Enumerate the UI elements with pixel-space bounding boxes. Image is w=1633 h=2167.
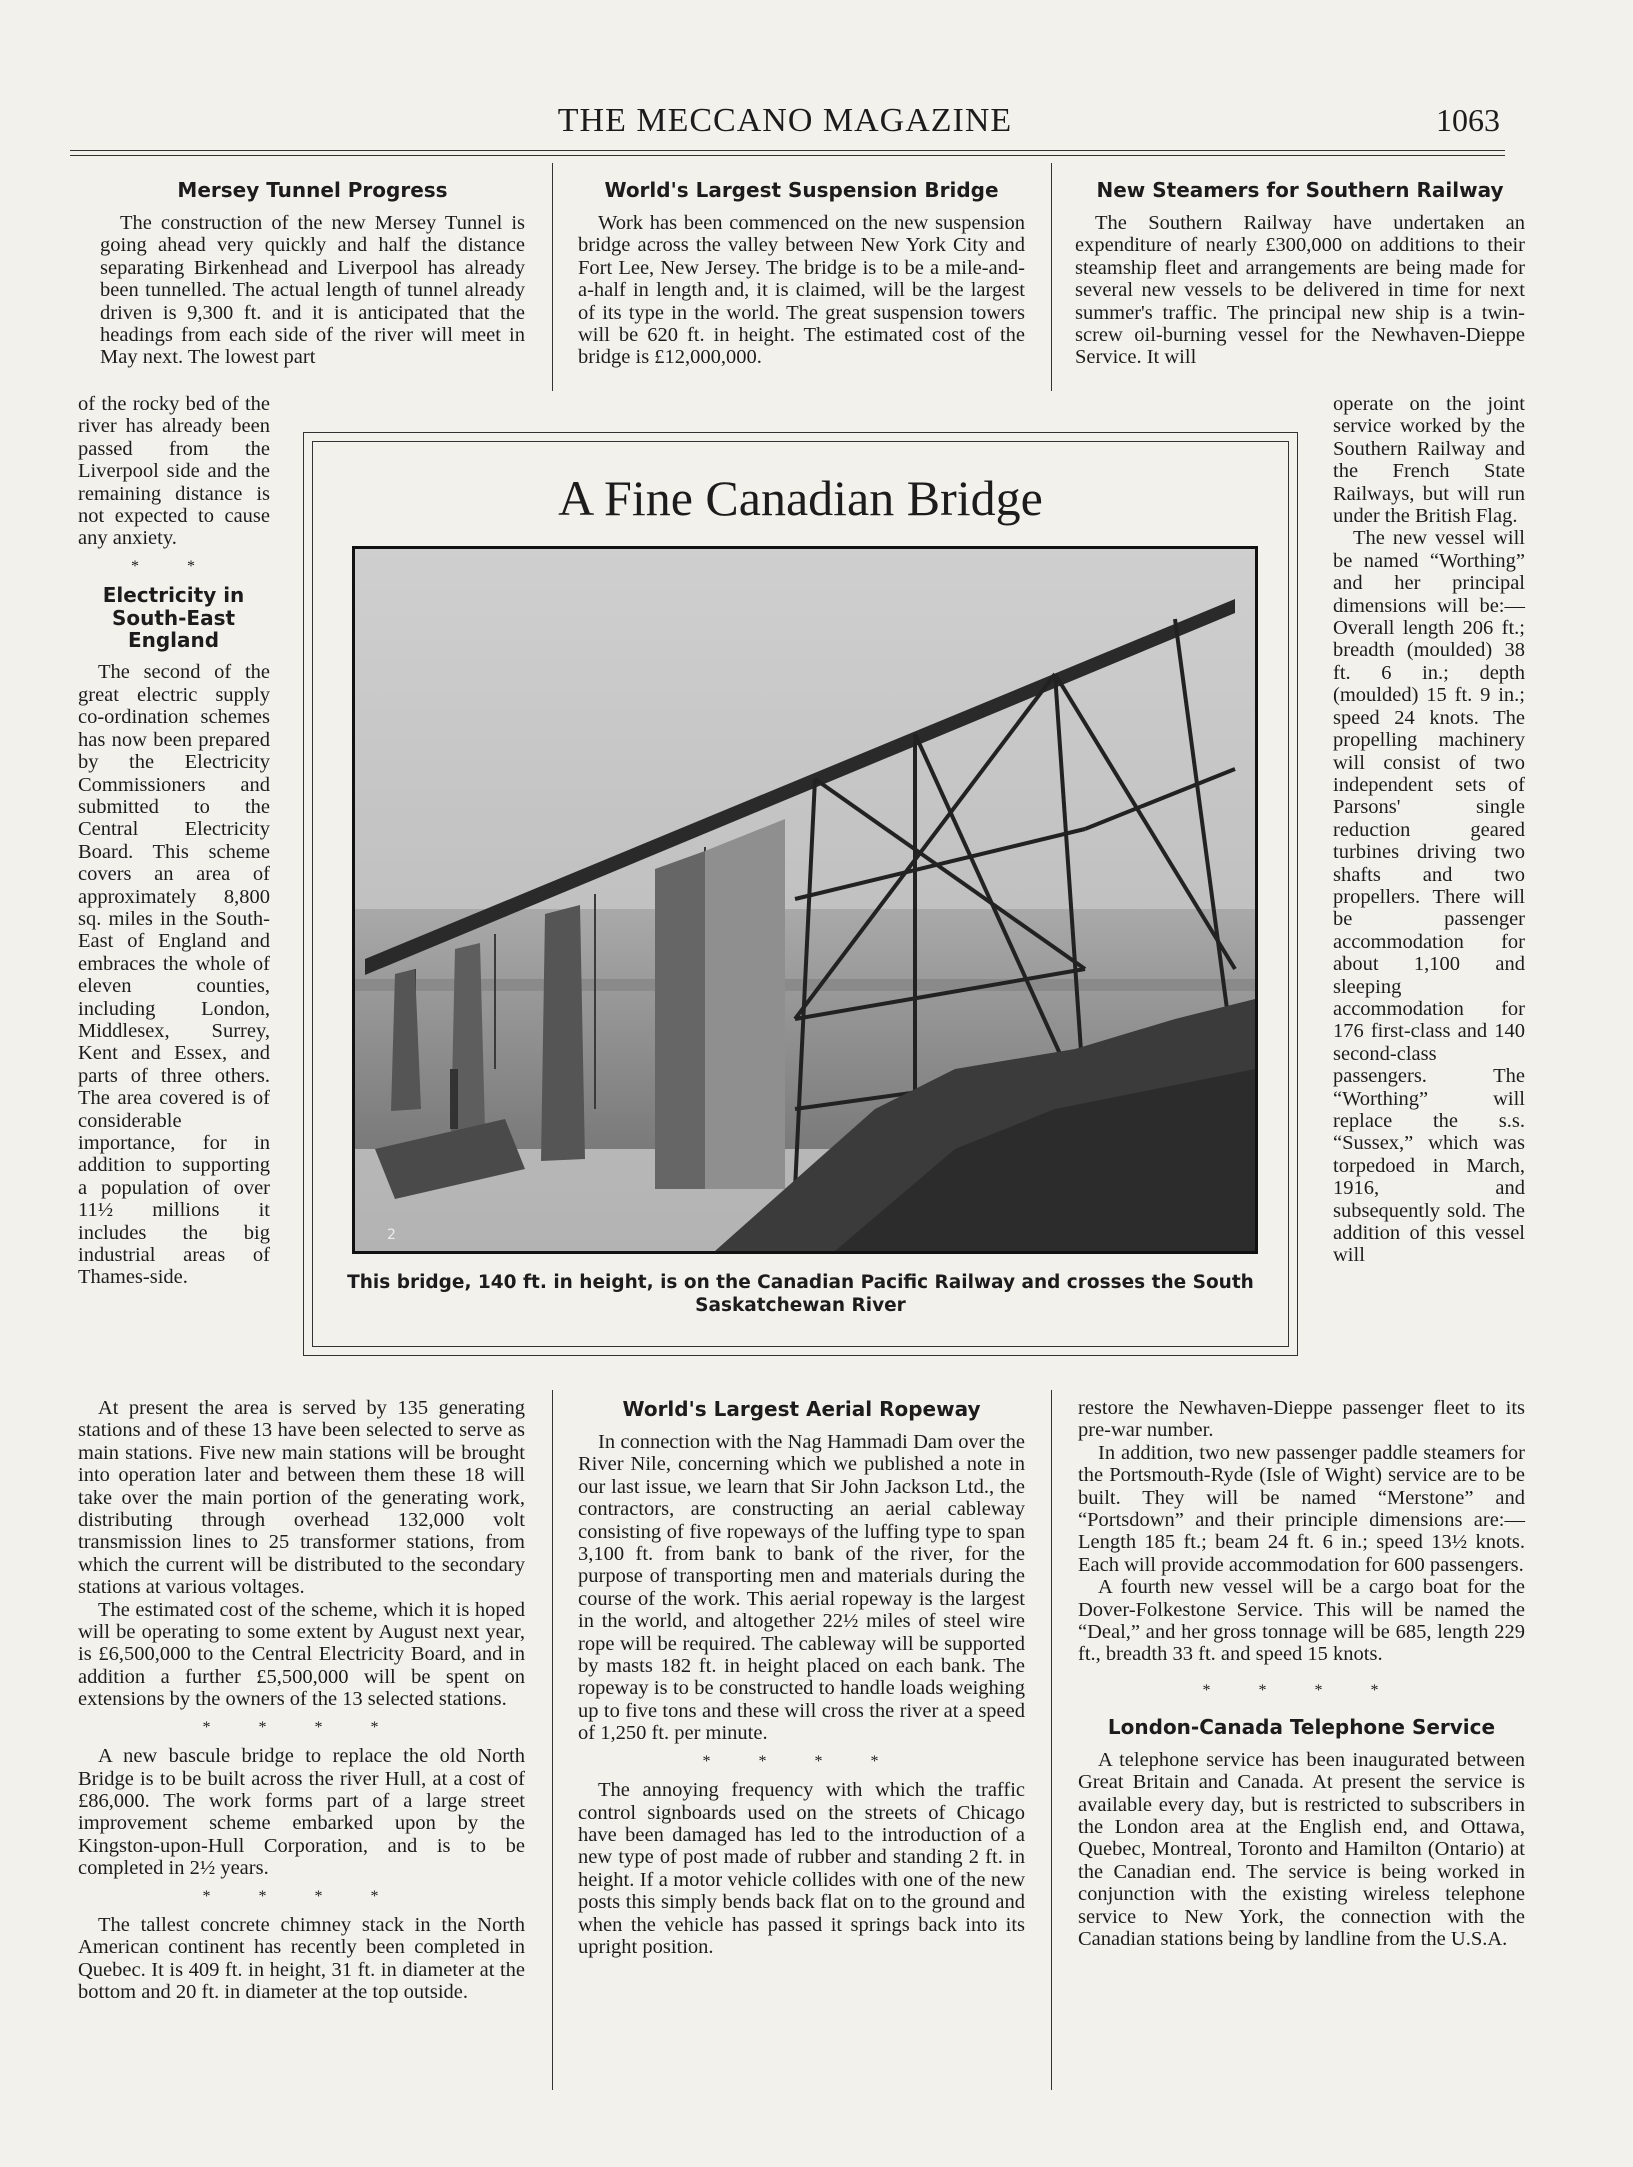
page-number: 1063 (1436, 102, 1500, 138)
bridge-photo-image (355, 549, 1255, 1251)
article-paragraph: In addition, two new passenger paddle steamers for the Portsmouth-Ryde (Isle of Wight) service are to be built. They will be named “Merstone” and “Portsdown” and their principle dimensions are:—Length 185 ft.; beam 24 ft. 6 in.; speed 13½ knots. Each will provide accommodation for 600 passengers. (1078, 1441, 1525, 1576)
separator-stars: * * * * (1202, 1681, 1401, 1699)
article-heading: London-Canada Telephone Service (1107, 1715, 1496, 1740)
article-electricity-cont (78, 1397, 525, 2004)
article-mersey-tunnel-cont (78, 393, 270, 1289)
article-mersey-tunnel (100, 178, 525, 369)
article-southern-steamers-end (1078, 1397, 1525, 1950)
separator-stars: * * * * (202, 1887, 401, 1905)
photo-number-label: 2 (387, 1227, 396, 1243)
article-paragraph: The Southern Railway have undertaken an expenditure of nearly £300,000 on additions to their steamship fleet and arrangements are being made for several new vessels to be delivered in time for next summer's traffic. The principal new ship is a twin-screw oil-burning vessel for the Newhaven-Dieppe Service. It will (1075, 212, 1525, 369)
article-paragraph: The annoying frequency with which the traffic control signboards used on the streets of Chicago have been damaged has led to the introduction of a new type of post made of rubber and standing 2 ft. in height. If a motor vehicle collides with one of the new posts this simply bends back flat on to the ground and when the vehicle has passed it springs back into its upright position. (578, 1779, 1025, 1958)
article-paragraph: The construction of the new Mersey Tunnel is going ahead very quickly and half the distance separating Birkenhead and Liverpool has already been tunnelled. The actual length of tunnel already driven is 9,300 ft. and it is anticipated that the headings from each side of the river will meet in May next. The lowest part (100, 212, 525, 369)
article-paragraph: The estimated cost of the scheme, which it is hoped will be operating to some extent by August next year, is £6,500,000 to the Central Electricity Board, and in addition a further £5,500,000 will be spent on extensions by the owners of the 13 selected stations. (78, 1598, 525, 1711)
feature-box (303, 432, 1298, 1356)
photo-caption: This bridge, 140 ft. in height, is on the Canadian Pacific Railway and crosses the South Saskatchewan River (347, 1272, 1254, 1316)
article-paragraph: A telephone service has been inaugurated between Great Britain and Canada. At present the service is available every day, but is restricted to subscribers in the London area at the English end, and Ottawa, Quebec, Montreal, Toronto and Hamilton (Ontario) at the Canadian end. The service is being worked in conjunction with the existing wireless telephone service to New York, the connection with the Canadian stations being by landline from the U.S.A. (1078, 1748, 1525, 1950)
article-paragraph: of the rocky bed of the river has already been passed from the Liverpool side and the remaining distance is not expected to cause any anxiety. (78, 393, 270, 550)
article-heading: New Steamers for Southern Railway (1096, 178, 1504, 202)
article-southern-steamers-cont (1333, 393, 1525, 1267)
article-suspension-bridge (578, 178, 1025, 369)
article-heading: World's Largest Aerial Ropeway (622, 1397, 981, 1421)
article-heading: Mersey Tunnel Progress (177, 178, 448, 202)
article-heading: Electricity in South-East England (102, 583, 245, 653)
masthead (70, 100, 1500, 150)
article-paragraph: The second of the great electric supply co-ordination schemes has now been prepared by the Electricity Commissioners and submitted to the Central Electricity Board. This scheme covers an area of approximately 8,800 sq. miles in the South-East of England and embraces the whole of eleven counties, including London, Middlesex, Surrey, Kent and Essex, and parts of three others. The area covered is of considerable importance, for in addition to supporting a population of over 11½ millions it includes the big industrial areas of Thames-side. (78, 661, 270, 1289)
separator-stars: * * * * (702, 1752, 901, 1770)
column-divider (552, 163, 553, 391)
magazine-title: THE MECCANO MAGAZINE (557, 102, 1013, 139)
article-paragraph: In connection with the Nag Hammadi Dam over the River Nile, concerning which we published a note in our last issue, we learn that Sir John Jackson Ltd., the contractors, are constructing an aerial cableway consisting of five ropeways of the luffing type to span 3,100 ft. from bank to bank of the river, for the purpose of transporting men and materials during the course of the work. This aerial ropeway is the largest in the world, and altogether 22½ miles of steel wire rope will be required. The cableway will be supported by masts 182 ft. in height placed on each bank. The ropeway is to be constructed to handle loads weighing up to five tons and these will cross the river at a speed of 1,250 ft. per minute. (578, 1431, 1025, 1745)
column-divider (1051, 163, 1052, 391)
article-paragraph: The new vessel will be named “Worthing” and her principal dimensions will be:—Overall length 206 ft.; breadth (moulded) 38 ft. 6 in.; depth (moulded) 15 ft. 9 in.; speed 24 knots. The propelling machinery will consist of two independent sets of Parsons' single reduction geared turbines driving two shafts and two propellers. There will be passenger accommodation for about 1,100 and sleeping accommodation for 176 first-class and 140 second-class passengers. The “Worthing” will replace the s.s. “Sussex,” which was torpedoed in March, 1916, and subsequently sold. The addition of this vessel will (1333, 527, 1525, 1267)
article-paragraph: At present the area is served by 135 generating stations and of these 13 have been selected to serve as main stations. Five new main stations will be brought into operation later and between them these 18 will take over the main portion of the generating work, distributing through overhead 132,000 volt transmission lines to 25 transformer stations, from which the current will be distributed to the secondary stations at various voltages. (78, 1397, 525, 1599)
feature-title: A Fine Canadian Bridge (558, 470, 1043, 526)
article-paragraph: A fourth new vessel will be a cargo boat for the Dover-Folkestone Service. This will be named the “Deal,” and her gross tonnage will be 685, length 229 ft., breadth 33 ft. and speed 15 knots. (1078, 1576, 1525, 1666)
bridge-photo (352, 546, 1258, 1254)
article-heading: World's Largest Suspension Bridge (604, 178, 999, 202)
article-southern-steamers (1075, 178, 1525, 369)
article-paragraph: restore the Newhaven-Dieppe passenger fleet to its pre-war number. (1078, 1397, 1525, 1442)
column-divider (552, 1390, 553, 2090)
separator-stars: * * (131, 557, 217, 575)
column-divider (1051, 1390, 1052, 2090)
header-rule (70, 150, 1505, 151)
article-paragraph: A new bascule bridge to replace the old North Bridge is to be built across the river Hull, at a cost of £86,000. The work forms part of a large street improvement scheme embarked upon by the Kingston-upon-Hull Corporation, and is to be completed in 2½ years. (78, 1745, 525, 1880)
article-aerial-ropeway (578, 1397, 1025, 1958)
header-rule-2 (70, 155, 1505, 156)
article-paragraph: operate on the joint service worked by the Southern Railway and the French State Railways, but will run under the British Flag. (1333, 393, 1525, 528)
separator-stars: * * * * (202, 1718, 401, 1736)
article-paragraph: The tallest concrete chimney stack in the North American continent has recently been completed in Quebec. It is 409 ft. in height, 31 ft. in diameter at the bottom and 20 ft. in diameter at the top outside. (78, 1913, 525, 2004)
article-paragraph: Work has been commenced on the new suspension bridge across the valley between New York City and Fort Lee, New Jersey. The bridge is to be a mile-and-a-half in length and, it is claimed, will be the largest of its type in the world. The great suspension towers will be 620 ft. in height. The estimated cost of the bridge is £12,000,000. (578, 212, 1025, 369)
